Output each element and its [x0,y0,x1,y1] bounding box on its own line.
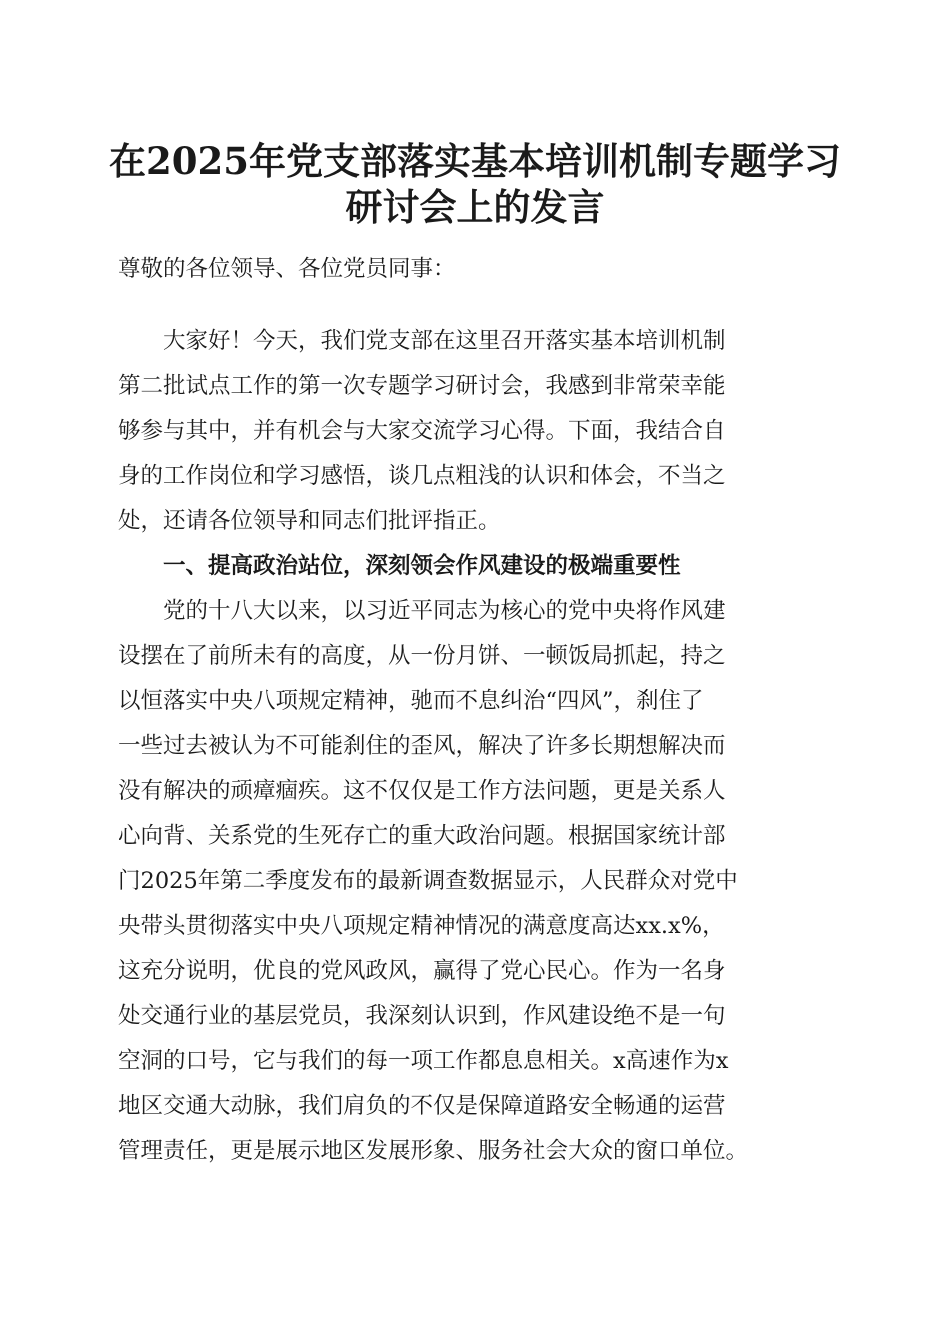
body-line: 第二批试点工作的第一次专题学习研讨会，我感到非常荣幸能 [118,373,726,399]
section-heading: 一、提高政治站位，深刻领会作风建设的极端重要性 [118,553,681,579]
body-line: 设摆在了前所未有的高度，从一份月饼、一顿饭局抓起，持之 [118,643,726,669]
body-line: 央带头贯彻落实中央八项规定精神情况的满意度高达xx.x%， [118,913,725,939]
body-line: 身的工作岗位和学习感悟，谈几点粗浅的认识和体会，不当之 [118,463,726,489]
body-line: 地区交通大动脉，我们肩负的不仅是保障道路安全畅通的运营 [118,1093,726,1119]
body-line: 以恒落实中央八项规定精神，驰而不息纠治“四风”，刹住了 [118,688,704,714]
body-line: 大家好！今天，我们党支部在这里召开落实基本培训机制 [118,328,726,354]
body-line: 这充分说明，优良的党风政风，赢得了党心民心。作为一名身 [118,958,726,984]
document-title-line-1: 在2025年党支部落实基本培训机制专题学习 [109,139,841,183]
body-line: 心向背、关系党的生死存亡的重大政治问题。根据国家统计部 [118,823,726,849]
body-line: 管理责任，更是展示地区发展形象、服务社会大众的窗口单位。 [118,1138,749,1164]
body-line: 没有解决的顽瘴痼疾。这不仅仅是工作方法问题，更是关系人 [118,778,726,804]
body-line: 够参与其中，并有机会与大家交流学习心得。下面，我结合自 [118,418,726,444]
salutation: 尊敬的各位领导、各位党员同事： [118,256,456,282]
body-line: 空洞的口号，它与我们的每一项工作都息息相关。x高速作为x [118,1048,729,1074]
body-line: 处，还请各位领导和同志们批评指正。 [118,508,501,534]
document-title-line-2: 研讨会上的发言 [345,185,605,229]
body-line: 门2025年第二季度发布的最新调查数据显示，人民群众对党中 [118,868,738,894]
body-line: 党的十八大以来，以习近平同志为核心的党中央将作风建 [118,598,726,624]
body-line: 处交通行业的基层党员，我深刻认识到，作风建设绝不是一句 [118,1003,726,1029]
body-line: 一些过去被认为不可能刹住的歪风，解决了许多长期想解决而 [118,733,726,759]
